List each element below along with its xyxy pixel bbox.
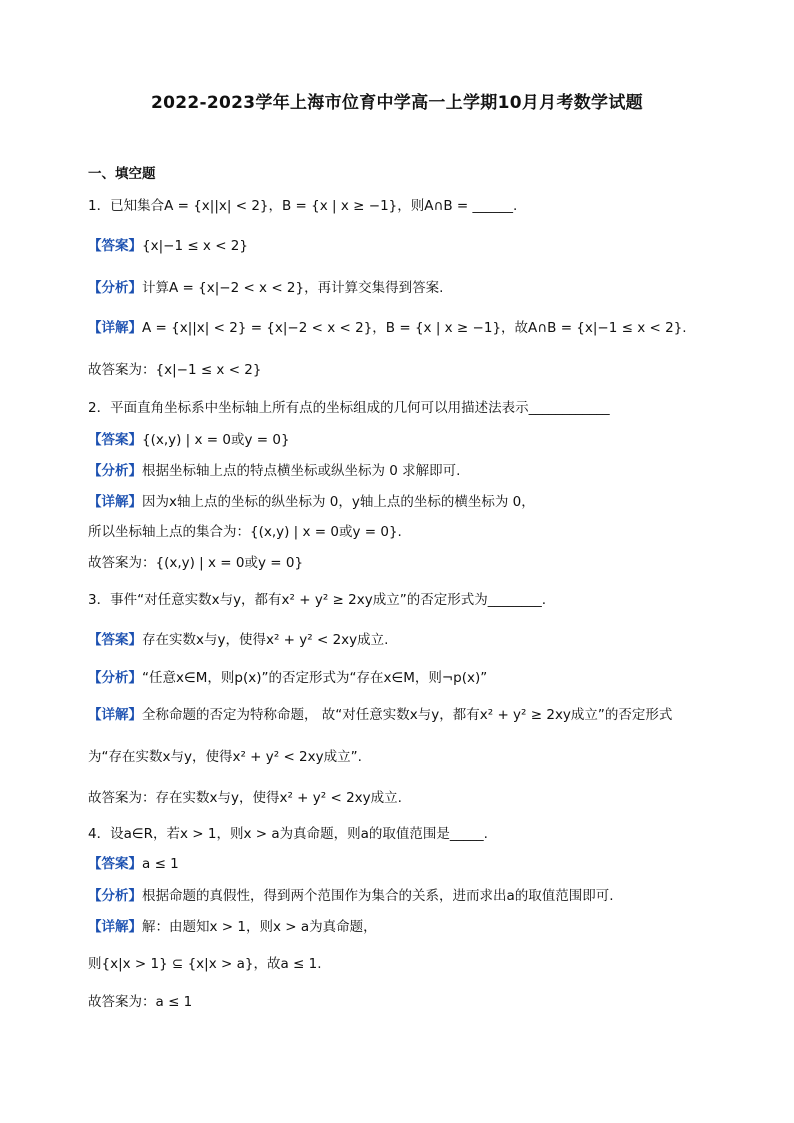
conclusion-3: 故答案为：存在实数x与y，使得x² + y² < 2xy成立. (88, 790, 402, 806)
answer-tag: 【答案】 (88, 432, 142, 448)
detail-tag: 【详解】 (88, 494, 142, 510)
analysis-text: 计算A = {x|−2 < x < 2}，再计算交集得到答案. (142, 280, 444, 296)
answer-1 (88, 234, 248, 254)
analysis-tag: 【分析】 (88, 670, 142, 686)
analysis-text: 根据命题的真假性，得到两个范围作为集合的关系，进而求出a的取值范围即可. (142, 888, 614, 904)
analysis-tag: 【分析】 (88, 888, 142, 904)
page-title: 2022-2023学年上海市位育中学高一上学期10月月考数学试题 (151, 93, 643, 113)
answer-text: 存在实数x与y，使得x² + y² < 2xy成立. (142, 632, 389, 648)
detail-3-cont: 为“存在实数x与y，使得x² + y² < 2xy成立”. (88, 749, 362, 765)
answer-text: {x|−1 ≤ x < 2} (142, 238, 248, 254)
detail-4 (88, 915, 377, 935)
detail-2-cont: 所以坐标轴上点的集合为：{(x,y) | x = 0或y = 0}. (88, 524, 402, 540)
analysis-text: “任意x∈M，则p(x)”的否定形式为“存在x∈M，则¬p(x)” (142, 670, 488, 686)
analysis-text: 根据坐标轴上点的特点横坐标或纵坐标为 0 求解即可. (142, 463, 461, 479)
question-3: 3．事件“对任意实数x与y，都有x² + y² ≥ 2xy成立”的否定形式为________. (88, 592, 547, 608)
answer-text: a ≤ 1 (142, 856, 179, 872)
detail-text: 解：由题知x > 1，则x > a为真命题， (142, 919, 377, 935)
detail-1 (88, 316, 687, 336)
detail-text: 因为x轴上点的坐标的纵坐标为 0，y轴上点的坐标的横坐标为 0， (142, 494, 535, 510)
detail-3 (88, 703, 672, 723)
detail-tag: 【详解】 (88, 320, 142, 336)
answer-3 (88, 628, 388, 648)
section-heading: 一、填空题 (88, 166, 156, 182)
conclusion-2: 故答案为：{(x,y) | x = 0或y = 0} (88, 555, 304, 571)
question-2: 2．平面直角坐标系中坐标轴上所有点的坐标组成的几何可以用描述法表示____________ (88, 400, 610, 416)
analysis-1 (88, 276, 443, 296)
analysis-4 (88, 884, 614, 904)
detail-tag: 【详解】 (88, 919, 142, 935)
answer-tag: 【答案】 (88, 856, 142, 872)
answer-2 (88, 428, 290, 448)
analysis-tag: 【分析】 (88, 280, 142, 296)
detail-text: A = {x||x| < 2} = {x|−2 < x < 2}，B = {x | x ≥ −1}，故A∩B = {x|−1 ≤ x < 2}. (142, 320, 687, 336)
detail-tag: 【详解】 (88, 707, 142, 723)
detail-text: 全称命题的否定为特称命题， 故“对任意实数x与y，都有x² + y² ≥ 2xy成立”的否定形式 (142, 707, 673, 723)
answer-tag: 【答案】 (88, 632, 142, 648)
detail-2 (88, 490, 535, 510)
answer-text: {(x,y) | x = 0或y = 0} (142, 432, 290, 448)
question-1: 1．已知集合A = {x||x| < 2}，B = {x | x ≥ −1}，则A∩B = ______. (88, 198, 518, 214)
answer-4 (88, 852, 179, 872)
analysis-3 (88, 666, 487, 686)
analysis-2 (88, 459, 460, 479)
question-4: 4．设a∈R，若x > 1，则x > a为真命题，则a的取值范围是_____. (88, 826, 488, 842)
answer-tag: 【答案】 (88, 238, 142, 254)
conclusion-1: 故答案为：{x|−1 ≤ x < 2} (88, 362, 262, 378)
detail-4-cont: 则{x|x > 1} ⊆ {x|x > a}，故a ≤ 1. (88, 956, 322, 972)
analysis-tag: 【分析】 (88, 463, 142, 479)
conclusion-4: 故答案为：a ≤ 1 (88, 994, 193, 1010)
